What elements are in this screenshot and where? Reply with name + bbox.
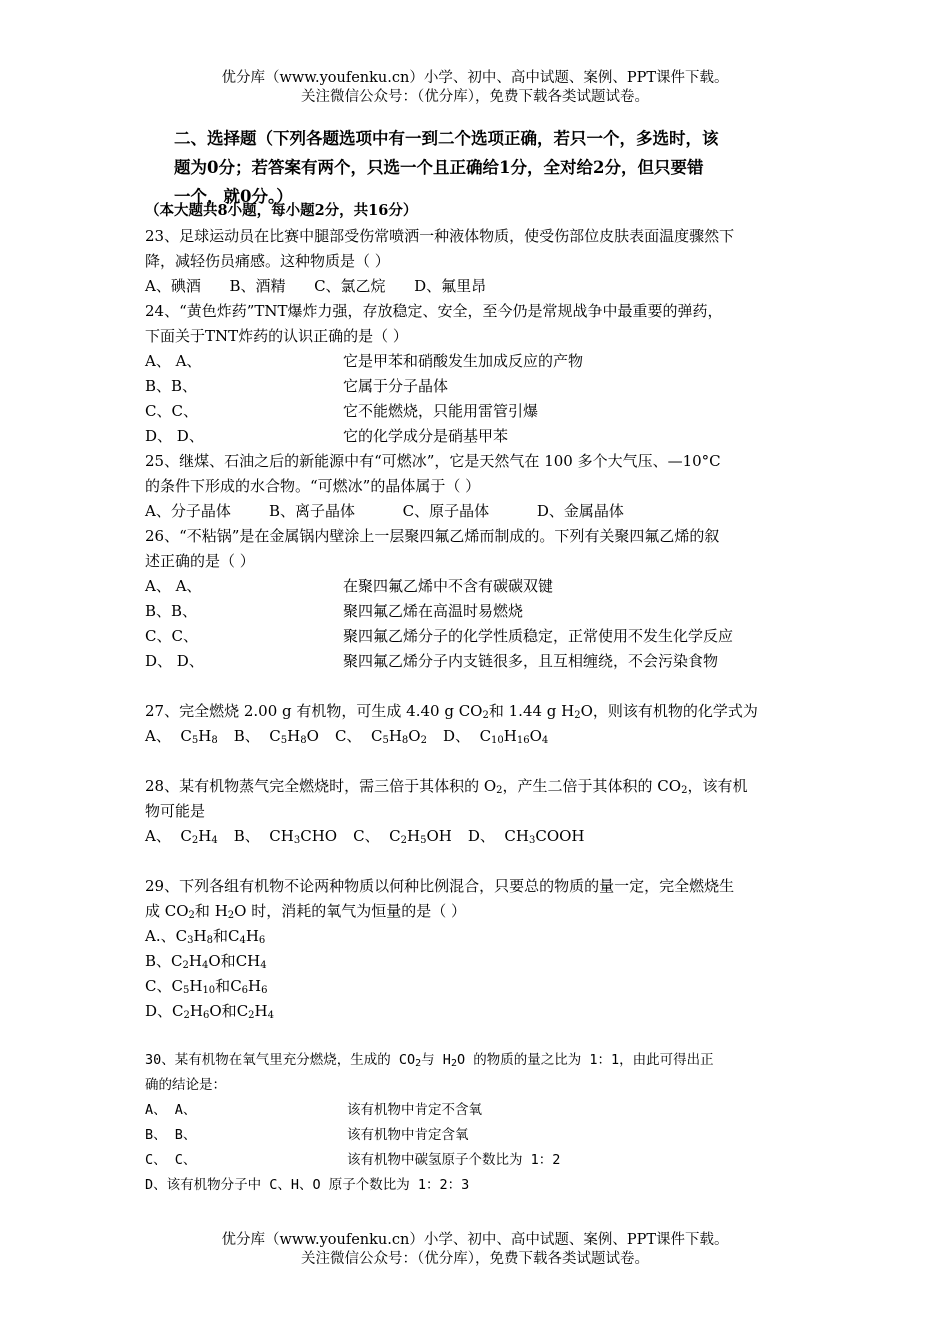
q28-option-formula bbox=[269, 827, 337, 845]
q27-option-formula-element: H bbox=[198, 727, 212, 745]
q28-option bbox=[468, 827, 585, 845]
q29-option-formula-b-element: C bbox=[230, 977, 242, 995]
q29-option-formula-b bbox=[230, 977, 267, 995]
q28-option bbox=[145, 827, 218, 845]
q27-stem-pre: 27、完全燃烧 2.00 g 有机物，可生成 4.40 g CO bbox=[145, 702, 483, 720]
q29-option-formula-b-subscript: 4 bbox=[267, 1010, 275, 1021]
q26-option-text: 聚四氟乙烯在高温时易燃烧 bbox=[343, 602, 524, 620]
q29-option-formula-a bbox=[171, 977, 215, 995]
q29-option-and: 和 bbox=[212, 927, 228, 945]
q29-option-and: 和 bbox=[221, 1002, 237, 1020]
q28-line-2: 物可能是 bbox=[145, 802, 206, 820]
q29-option-key: A.、 bbox=[145, 927, 176, 945]
q30-option-key: B、 B、 bbox=[145, 1127, 197, 1143]
q27-option-formula-subscript: 5 bbox=[382, 735, 389, 746]
q27-option-key: D、 bbox=[442, 727, 471, 745]
q27-option-formula-subscript: 8 bbox=[211, 735, 218, 746]
q29-option-formula-a-subscript: 2 bbox=[182, 960, 189, 971]
q27-option-gap bbox=[470, 727, 480, 745]
q29-option-formula-b-element: C bbox=[227, 927, 240, 945]
q29-option bbox=[145, 976, 268, 996]
q27-option-formula-subscript: 5 bbox=[280, 735, 288, 746]
q27-option-formula-element: O bbox=[408, 727, 421, 745]
q27-option-formula bbox=[480, 727, 549, 745]
q29-line-2-sub-2: 2 bbox=[227, 910, 235, 921]
q28-line-1-pre: 28、某有机物蒸气完全燃烧时，需三倍于其体积的 O bbox=[145, 777, 497, 795]
q26-option-key: B、B、 bbox=[145, 602, 198, 620]
q27-option-formula-subscript: 16 bbox=[516, 735, 530, 746]
q24-option-text: 它是甲苯和硝酸发生加成反应的产物 bbox=[343, 352, 584, 370]
q30-line-1-sub-1: 2 bbox=[415, 1058, 422, 1069]
q29-option-formula-b-subscript: 2 bbox=[248, 1010, 255, 1021]
q27-option-gap bbox=[171, 727, 181, 745]
q28-option-formula-element: C bbox=[180, 827, 192, 845]
q26-option-key: C、C、 bbox=[145, 627, 198, 645]
q29-option-formula-b bbox=[228, 927, 265, 945]
q29-option-formula-b-subscript: 6 bbox=[261, 985, 268, 996]
q29-option-formula-a-element: C bbox=[175, 927, 188, 945]
q28-option-formula-subscript: 3 bbox=[528, 835, 536, 846]
q29-option-formula-b-element: H bbox=[248, 977, 262, 995]
q28-option-formula-element: COOH bbox=[535, 827, 585, 845]
q29-option-formula-a-subscript: 6 bbox=[202, 1010, 210, 1021]
q23-line-2: 降，减轻伤员痛感。这种物质是（ ） bbox=[145, 252, 390, 270]
page-header bbox=[0, 69, 950, 107]
q30-option bbox=[145, 1125, 469, 1145]
q29-option-formula-b-element: C bbox=[236, 1002, 249, 1020]
q24-option-key: A、 A、 bbox=[145, 352, 202, 370]
q29-option-formula-b-element: CH bbox=[235, 952, 261, 970]
q29-option-formula-a bbox=[171, 952, 221, 970]
q27-option-formula-subscript: 5 bbox=[191, 735, 199, 746]
q29-option-formula-a-element: H bbox=[189, 977, 203, 995]
q29-option-formula-a-element: H bbox=[188, 952, 202, 970]
q24-option-key: C、C、 bbox=[145, 402, 198, 420]
q26-option-text: 聚四氟乙烯分子内支链很多，且互相缠绕，不会污染食物 bbox=[343, 652, 719, 670]
q30-line-1-sub-2: 2 bbox=[450, 1058, 457, 1069]
q25-line-1: 25、继煤、石油之后的新能源中有“可燃冰”，它是天然气在 100 多个大气压、—10°C bbox=[145, 452, 721, 470]
q30-option-d: D、该有机物分子中 C、H、O 原子个数比为 1：2：3 bbox=[145, 1177, 470, 1193]
q29-option-formula-b bbox=[236, 952, 267, 970]
q28-option-formula-subscript: 2 bbox=[400, 835, 407, 846]
q29-option-formula-b-subscript: 6 bbox=[241, 985, 249, 996]
q28-option-formula bbox=[180, 827, 217, 845]
q24-option-key: D、 D、 bbox=[145, 427, 204, 445]
q24-option bbox=[145, 351, 584, 371]
q29-option-formula-a-subscript: 3 bbox=[187, 935, 194, 946]
section-subtitle: （本大题共8小题，每小题2分，共16分） bbox=[145, 202, 418, 219]
q26-line-2: 述正确的是（ ） bbox=[145, 552, 255, 570]
q27-option bbox=[335, 727, 427, 745]
footer-line-1: 优分库（www.youfenku.cn）小学、初中、高中试题、案例、PPT课件下载。 bbox=[221, 1232, 729, 1248]
q30-line-2: 确的结论是： bbox=[145, 1077, 226, 1093]
q30-option bbox=[145, 1150, 561, 1170]
q27-option-formula-element: H bbox=[388, 727, 402, 745]
q26-line-1: 26、“不粘锅”是在金属锅内壁涂上一层聚四氟乙烯而制成的。下列有关聚四氟乙烯的叙 bbox=[145, 527, 720, 545]
q29-line-2-pre: 成 CO bbox=[145, 902, 189, 920]
q30-option-key: A、 A、 bbox=[145, 1102, 197, 1118]
q29-option-key: B、 bbox=[145, 952, 172, 970]
q28-option-formula-element: OH bbox=[426, 827, 452, 845]
footer-line-2: 关注微信公众号：（优分库），免费下载各类试题试卷。 bbox=[301, 1251, 649, 1267]
q28-option-formula-subscript: 3 bbox=[293, 835, 301, 846]
q30-option-key: C、 C、 bbox=[145, 1152, 197, 1168]
q27-options bbox=[145, 726, 564, 746]
q29-line-1: 29、下列各组有机物不论两种物质以何种比例混合，只要总的物质的量一定，完全燃烧生 bbox=[145, 877, 735, 895]
q28-option bbox=[234, 827, 337, 845]
q24-option-key: B、B、 bbox=[145, 377, 198, 395]
q27-option-formula-element: C bbox=[370, 727, 383, 745]
section-title-line-1: 二、选择题（下列各题选项中有一到二个选项正确，若只一个，多选时，该 bbox=[174, 129, 719, 148]
section-title-line-3: 一个，就0分。） bbox=[174, 187, 293, 206]
q29-option-formula-a-element: H bbox=[193, 927, 207, 945]
q29-option-and: 和 bbox=[215, 977, 231, 995]
q28-option-formula bbox=[504, 827, 584, 845]
q30-option-text: 该有机物中碳氢原子个数比为 1：2 bbox=[347, 1152, 561, 1168]
q27-option-key: A、 bbox=[145, 727, 171, 745]
q30-option-text: 该有机物中肯定含氧 bbox=[347, 1127, 469, 1143]
q23-line-1: 23、足球运动员在比赛中腿部受伤常喷洒一种液体物质，使受伤部位皮肤表面温度骤然下 bbox=[145, 227, 735, 245]
q27-option-formula bbox=[269, 727, 319, 745]
q28-line-1-sub-2: 2 bbox=[681, 785, 688, 796]
q28-line-1-sub-1: 2 bbox=[496, 785, 503, 796]
q29-option-formula-b bbox=[237, 1002, 274, 1020]
q27-stem-mid: 和 1.44 g H bbox=[488, 702, 575, 720]
q29-option-and: 和 bbox=[220, 952, 236, 970]
q28-option-formula-element: H bbox=[406, 827, 421, 845]
q30-option-text: 该有机物中肯定不含氧 bbox=[347, 1102, 482, 1118]
q27-option-formula-subscript: 10 bbox=[491, 735, 504, 746]
q28-option-formula-element: C bbox=[389, 827, 401, 845]
q29-line-2-sub-1: 2 bbox=[188, 910, 195, 921]
q27-stem-post: O，则该有机物的化学式为 bbox=[580, 702, 758, 720]
q28-option-gap bbox=[171, 827, 181, 845]
q27-option-formula-element: H bbox=[503, 727, 517, 745]
q27-option-formula-element: C bbox=[269, 727, 281, 745]
q29-option-formula-a-element: O bbox=[209, 1002, 222, 1020]
q29-option-formula-a bbox=[172, 1002, 222, 1020]
q26-option-key: A、 A、 bbox=[145, 577, 202, 595]
q29-option-formula-a-subscript: 10 bbox=[202, 985, 216, 996]
q29-option-key: C、 bbox=[145, 977, 172, 995]
q27-option bbox=[234, 727, 319, 745]
q27-stem-sub-2: 2 bbox=[574, 710, 581, 721]
header-line-1: 优分库（www.youfenku.cn）小学、初中、高中试题、案例、PPT课件下载。 bbox=[221, 70, 729, 86]
q30-option bbox=[145, 1100, 482, 1120]
q27-option-formula bbox=[371, 727, 427, 745]
q28-option-formula-element: H bbox=[198, 827, 212, 845]
q26-option bbox=[145, 576, 554, 596]
q29-option-formula-a-element: C bbox=[171, 952, 183, 970]
q28-option-formula-subscript: 2 bbox=[191, 835, 199, 846]
q30-line-1-pre: 30、某有机物在氧气里充分燃烧，生成的 CO bbox=[145, 1052, 416, 1068]
q29-option bbox=[145, 1001, 274, 1021]
q29-option-formula-a-subscript: 8 bbox=[206, 935, 213, 946]
header-line-2: 关注微信公众号：（优分库），免费下载各类试题试卷。 bbox=[301, 89, 649, 105]
q28-option-key: C、 bbox=[353, 827, 380, 845]
q27-option-formula-element: H bbox=[287, 727, 301, 745]
q28-option-key: D、 bbox=[467, 827, 495, 845]
q27-option-formula-subscript: 8 bbox=[300, 735, 307, 746]
q27-option-formula-element: C bbox=[479, 727, 492, 745]
q29-option-formula-b-element: H bbox=[254, 1002, 268, 1020]
q28-line-1 bbox=[145, 776, 747, 796]
q29-option-formula-a-subscript: 5 bbox=[182, 985, 190, 996]
q25-options: A、分子晶体 B、离子晶体 C、原子晶体 D、金属晶体 bbox=[145, 502, 624, 520]
q28-option-formula-element: CH bbox=[269, 827, 294, 845]
q29-option-formula-a-subscript: 2 bbox=[183, 1010, 190, 1021]
q27-option-formula bbox=[180, 727, 217, 745]
q26-option bbox=[145, 626, 734, 646]
q24-option-text: 它不能燃烧，只能用雷管引爆 bbox=[343, 402, 539, 420]
q27-option bbox=[145, 727, 218, 745]
q24-option bbox=[145, 401, 539, 421]
q29-option-formula-b-subscript: 4 bbox=[260, 960, 267, 971]
q29-option-formula-a-element: H bbox=[189, 1002, 203, 1020]
q28-option-formula-element: CH bbox=[504, 827, 529, 845]
q30-line-1-post: O 的物质的量之比为 1：1，由此可得出正 bbox=[456, 1052, 714, 1068]
q29-option-formula-a-element: O bbox=[208, 952, 221, 970]
q29-line-2-mid: 和 H bbox=[194, 902, 228, 920]
q28-option-gap bbox=[495, 827, 505, 845]
q29-option-formula-a-element: C bbox=[172, 1002, 184, 1020]
q27-stem-sub-1: 2 bbox=[482, 710, 489, 721]
q26-option-text: 在聚四氟乙烯中不含有碳碳双键 bbox=[343, 577, 554, 595]
q28-line-1-mid: ，产生二倍于其体积的 CO bbox=[502, 777, 682, 795]
q28-option bbox=[353, 827, 452, 845]
q29-option-formula-b-subscript: 6 bbox=[258, 935, 266, 946]
q27-option-key: C、 bbox=[334, 727, 362, 745]
q29-option-formula-b-subscript: 4 bbox=[239, 935, 246, 946]
q24-option bbox=[145, 376, 449, 396]
q23-options: A、碘酒 B、酒精 C、氯乙烷 D、氟里昂 bbox=[145, 277, 487, 295]
q29-option bbox=[145, 951, 267, 971]
q27-option-formula-element: O bbox=[306, 727, 319, 745]
q28-option-key: A、 bbox=[145, 827, 171, 845]
q29-option-formula-a-element: C bbox=[171, 977, 183, 995]
q27-option-formula-subscript: 4 bbox=[541, 735, 549, 746]
q28-option-formula bbox=[389, 827, 452, 845]
q24-option-text: 它属于分子晶体 bbox=[343, 377, 449, 395]
q28-option-formula-element: CHO bbox=[300, 827, 338, 845]
q29-line-2-post: O 时，消耗的氧气为恒量的是（ ） bbox=[234, 902, 466, 920]
q29-option bbox=[145, 926, 265, 946]
section-title bbox=[174, 124, 814, 211]
q26-option bbox=[145, 651, 719, 671]
q26-option-key: D、 D、 bbox=[145, 652, 204, 670]
q24-option-text: 它的化学成分是硝基甲苯 bbox=[343, 427, 509, 445]
q25-line-2: 的条件下形成的水合物。“可燃冰”的晶体属于（ ） bbox=[145, 477, 481, 495]
q27-option-formula-subscript: 8 bbox=[401, 735, 409, 746]
q28-line-1-post: ，该有机 bbox=[687, 777, 748, 795]
q26-option bbox=[145, 601, 524, 621]
q27-option-formula-element: C bbox=[180, 727, 192, 745]
q28-option-formula-subscript: 5 bbox=[420, 835, 427, 846]
q27-option-gap bbox=[361, 727, 371, 745]
q26-option-text: 聚四氟乙烯分子的化学性质稳定，正常使用不发生化学反应 bbox=[343, 627, 734, 645]
q29-option-formula-a-subscript: 4 bbox=[201, 960, 209, 971]
q27-option-key: B、 bbox=[233, 727, 260, 745]
q28-option-gap bbox=[380, 827, 390, 845]
q29-option-formula-a bbox=[176, 927, 213, 945]
q24-option bbox=[145, 426, 509, 446]
q27-stem bbox=[145, 701, 758, 721]
q28-option-key: B、 bbox=[233, 827, 260, 845]
q27-option-formula-element: O bbox=[529, 727, 542, 745]
q28-option-formula-subscript: 4 bbox=[211, 835, 218, 846]
q27-option bbox=[443, 727, 548, 745]
q28-options bbox=[145, 826, 601, 846]
q29-option-key: D、 bbox=[145, 1002, 173, 1020]
section-title-line-2: 题为0分；若答案有两个，只选一个且正确给1分，全对给2分，但只要错 bbox=[174, 158, 704, 177]
q27-option-gap bbox=[260, 727, 270, 745]
q30-line-1-mid: 与 H bbox=[421, 1052, 451, 1068]
q24-line-2: 下面关于TNT炸药的认识正确的是（ ） bbox=[145, 327, 408, 345]
q29-line-2 bbox=[145, 901, 466, 921]
q28-option-gap bbox=[260, 827, 270, 845]
q27-option-formula-subscript: 2 bbox=[420, 735, 427, 746]
q29-option-formula-b-element: H bbox=[245, 927, 259, 945]
page-footer bbox=[0, 1231, 950, 1269]
q30-line-1 bbox=[145, 1050, 714, 1070]
q24-line-1: 24、“黄色炸药”TNT爆炸力强，存放稳定、安全，至今仍是常规战争中最重要的弹药， bbox=[145, 302, 723, 320]
